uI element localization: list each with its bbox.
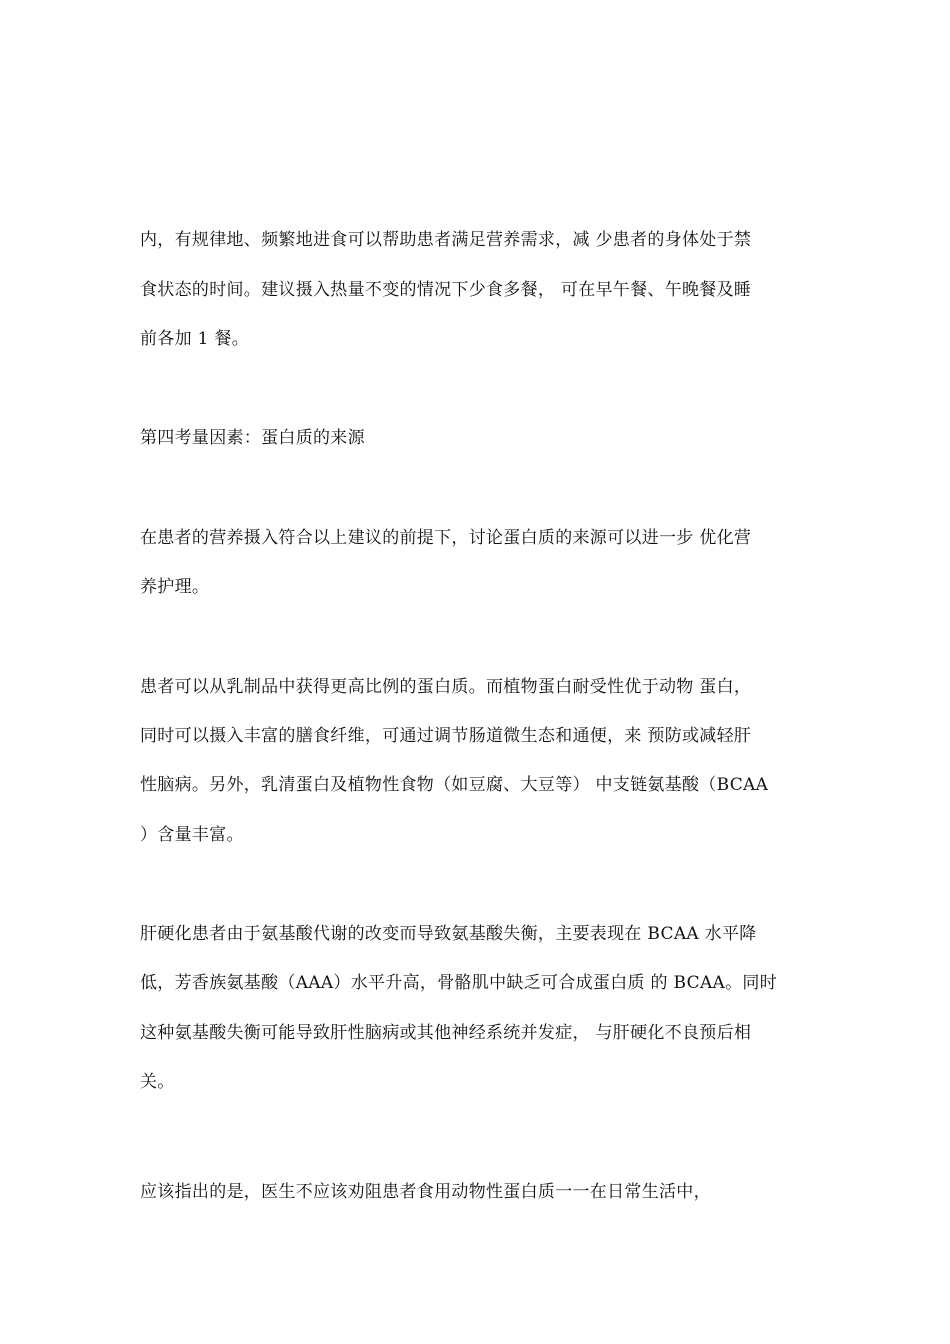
paragraph-1-line-3: 前各加 1 餐。 xyxy=(140,329,250,349)
paragraph-2-line-1: 在患者的营养摄入符合以上建议的前提下，讨论蛋白质的来源可以进一步 优化营 xyxy=(140,528,752,548)
paragraph-1-line-1: 内，有规律地、频繁地进食可以帮助患者满足营养需求，减 少患者的身体处于禁 xyxy=(140,230,752,250)
paragraph-3-line-1: 患者可以从乳制品中获得更高比例的蛋白质。而植物蛋白耐受性优于动物 蛋白， xyxy=(140,677,752,697)
section-heading: 第四考量因素：蛋白质的来源 xyxy=(140,428,365,448)
paragraph-3-line-4: ）含量丰富。 xyxy=(140,825,244,845)
paragraph-2-line-2: 养护理。 xyxy=(140,577,210,597)
paragraph-4-line-1: 肝硬化患者由于氨基酸代谢的改变而导致氨基酸失衡，主要表现在 BCAA 水平降 xyxy=(140,924,757,944)
paragraph-4-line-2: 低，芳香族氨基酸（AAA）水平升高，骨骼肌中缺乏可合成蛋白质 的 BCAA。同时 xyxy=(140,973,778,993)
paragraph-3-line-2: 同时可以摄入丰富的膳食纤维，可通过调节肠道微生态和通便，来 预防或减轻肝 xyxy=(140,726,752,746)
paragraph-4-line-3: 这种氨基酸失衡可能导致肝性脑病或其他神经系统并发症， 与肝硬化不良预后相 xyxy=(140,1023,752,1043)
paragraph-4-line-4: 关。 xyxy=(140,1072,175,1092)
paragraph-3-line-3: 性脑病。另外，乳清蛋白及植物性食物（如豆腐、大豆等） 中支链氨基酸（BCAA xyxy=(140,775,769,795)
paragraph-1-line-2: 食状态的时间。建议摄入热量不变的情况下少食多餐， 可在早午餐、午晚餐及睡 xyxy=(140,280,752,300)
paragraph-5-line-1: 应该指出的是，医生不应该劝阻患者食用动物性蛋白质一一在日常生活中， xyxy=(140,1182,711,1202)
